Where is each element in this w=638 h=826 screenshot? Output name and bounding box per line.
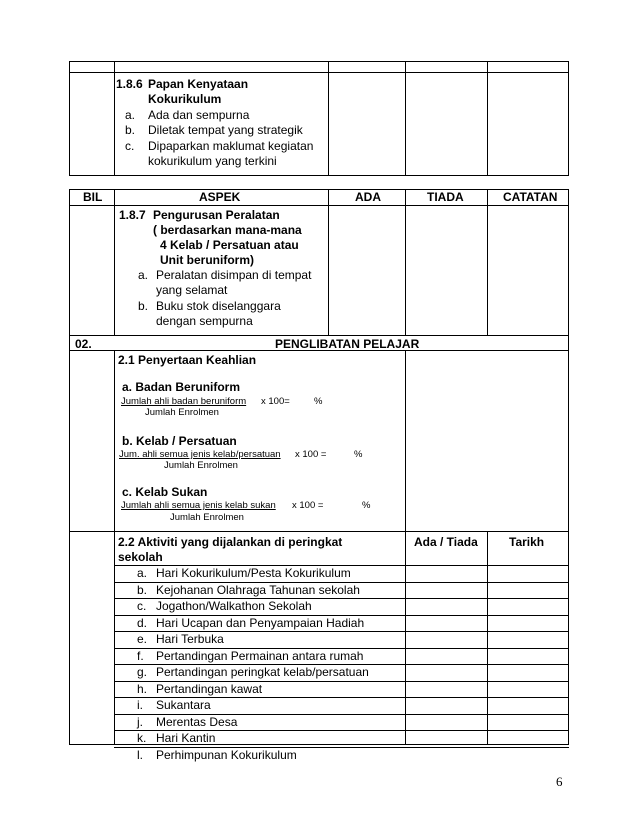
formula-percent: % [314, 396, 323, 407]
activity-letter: g. [137, 665, 148, 679]
table-border [69, 72, 569, 73]
activity-letter: d. [137, 615, 148, 630]
sub-text: Diletak tempat yang strategik [148, 123, 303, 137]
sub-text: Buku stok diselanggara [156, 299, 281, 313]
table-border [114, 189, 115, 336]
section-title: PENGLIBATAN PELAJAR [275, 337, 420, 351]
item-title: Pengurusan Peralatan [153, 208, 280, 222]
header-ada: ADA [355, 190, 381, 204]
header-aspek: ASPEK [199, 190, 241, 204]
table-border [69, 189, 569, 190]
formula-numerator: Jumlah ahli badan beruniform [121, 396, 247, 407]
group-heading: b. Kelab / Persatuan [122, 434, 237, 448]
formula-multiplier: x 100= [261, 396, 290, 407]
item-number: 1.8.7 [119, 208, 146, 222]
activity-item: Pertandingan Permainan antara rumah [156, 648, 364, 663]
activity-letter: e. [137, 632, 148, 646]
table-border [69, 189, 70, 745]
column-tarikh: Tarikh [509, 535, 545, 549]
header-catatan: CATATAN [503, 190, 558, 204]
formula-multiplier: x 100 = [295, 449, 327, 460]
table-border [568, 189, 569, 745]
activity-item: Hari Ucapan dan Penyampaian Hadiah [156, 615, 365, 630]
header-tiada: TIADA [427, 190, 464, 204]
table-border [69, 61, 70, 176]
activity-letter: c. [137, 599, 147, 613]
group-heading: c. Kelab Sukan [122, 485, 208, 499]
activity-letter: j. [137, 714, 143, 729]
activity-item: Kejohanan Olahraga Tahunan sekolah [156, 582, 360, 597]
item-number: 1.8.6 [116, 77, 143, 91]
column-ada-tiada: Ada / Tiada [414, 535, 478, 549]
formula-multiplier: x 100 = [292, 500, 324, 511]
sub-letter: a. [125, 108, 136, 122]
activity-item: Hari Terbuka [156, 632, 224, 646]
table-border [405, 350, 406, 532]
table-border [568, 61, 569, 176]
table-border [405, 61, 406, 176]
table-border [328, 189, 329, 336]
table-border [487, 531, 488, 745]
sub-text: Ada dan sempurna [148, 108, 250, 122]
table-border [328, 61, 329, 176]
table-border [69, 175, 569, 176]
activity-item: Sukantara [156, 698, 211, 712]
subsection-title: 2.2 Aktiviti yang dijalankan di peringkat [118, 535, 343, 549]
sub-text: kokurikulum yang terkini [148, 154, 277, 168]
sub-letter: a. [138, 268, 149, 282]
subsection-title: sekolah [118, 550, 163, 564]
subsection-title: 2.1 Penyertaan Keahlian [118, 353, 257, 367]
sub-text: Dipaparkan maklumat kegiatan [148, 139, 314, 153]
table-border [69, 531, 569, 532]
item-title: Unit beruniform) [160, 253, 254, 267]
activity-item: Pertandingan peringkat kelab/persatuan [156, 665, 369, 679]
sub-letter: b. [125, 123, 136, 137]
sub-letter: b. [138, 299, 149, 313]
page-number: 6 [556, 774, 563, 789]
activity-letter: b. [137, 582, 148, 597]
section-number: 02. [75, 337, 92, 351]
activity-item: Merentas Desa [156, 714, 238, 729]
activity-letter: k. [137, 731, 147, 745]
group-heading: a. Badan Beruniform [122, 380, 241, 394]
activity-letter: f. [137, 648, 144, 663]
table-border [69, 335, 569, 336]
table-border [487, 61, 488, 176]
sub-text: yang selamat [156, 283, 228, 297]
item-title: 4 Kelab / Persatuan atau [160, 238, 299, 252]
formula-numerator: Jum. ahli semua jenis kelab/persatuan [119, 449, 281, 460]
table-border [487, 189, 488, 336]
activity-item: Hari Kantin [156, 731, 216, 745]
header-bil: BIL [83, 190, 103, 204]
formula-denominator: Jumlah Enrolmen [170, 512, 244, 523]
activity-item: Jogathon/Walkathon Sekolah [156, 599, 312, 613]
activity-item: Pertandingan kawat [156, 681, 263, 696]
formula-percent: % [354, 449, 363, 460]
item-title: Kokurikulum [148, 92, 222, 106]
table-border [114, 350, 115, 745]
sub-text: Peralatan disimpan di tempat [156, 268, 312, 282]
table-border [69, 61, 569, 62]
table-border [114, 61, 115, 176]
activity-letter: h. [137, 681, 148, 696]
table-border [405, 189, 406, 336]
table-border [69, 205, 569, 206]
item-title: Papan Kenyataan [148, 77, 249, 91]
formula-denominator: Jumlah Enrolmen [145, 407, 219, 418]
formula-denominator: Jumlah Enrolmen [164, 460, 238, 471]
activity-letter: i. [137, 698, 143, 712]
formula-numerator: Jumlah ahli semua jenis kelab sukan [121, 500, 276, 511]
activity-letter: a. [137, 566, 148, 580]
table-border [405, 531, 406, 745]
activity-letter: l. [137, 747, 143, 762]
activity-item: Perhimpunan Kokurikulum [156, 747, 297, 762]
sub-letter: c. [125, 139, 135, 153]
activity-item: Hari Kokurikulum/Pesta Kokurikulum [156, 566, 351, 580]
item-title: ( berdasarkan mana-mana [153, 223, 302, 237]
formula-percent: % [362, 500, 371, 511]
sub-text: dengan sempurna [156, 314, 253, 328]
